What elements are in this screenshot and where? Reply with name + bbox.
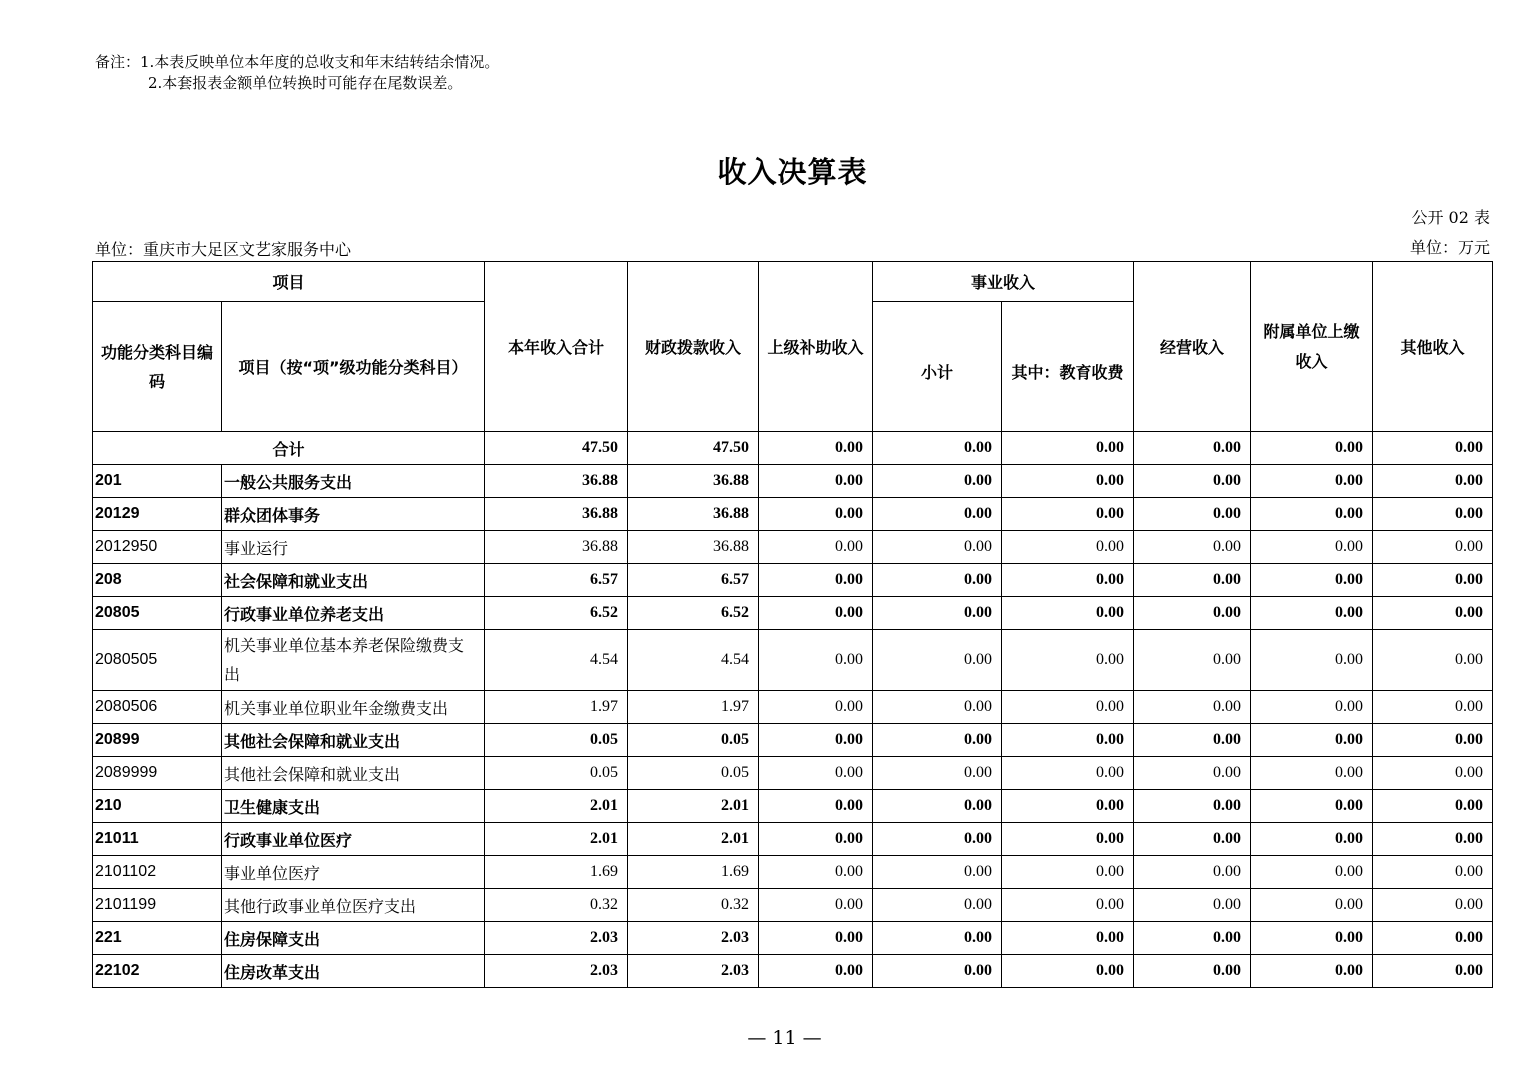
table-row — [93, 630, 1493, 691]
row-value: 0.00 — [1002, 630, 1134, 691]
row-value: 0.00 — [873, 531, 1002, 564]
row-value: 1.69 — [628, 856, 759, 889]
unit-currency: 单位：万元 — [1409, 238, 1490, 257]
row-value: 0.00 — [873, 498, 1002, 531]
row-code: 221 — [93, 922, 222, 955]
row-value: 0.00 — [1373, 955, 1493, 988]
row-value: 0.00 — [759, 630, 873, 691]
row-value: 0.00 — [1251, 757, 1373, 790]
row-value: 0.05 — [628, 757, 759, 790]
table-row — [93, 597, 1493, 630]
row-value: 0.00 — [873, 757, 1002, 790]
row-value: 0.00 — [1373, 465, 1493, 498]
row-name: 社会保障和就业支出 — [222, 564, 485, 597]
row-value: 0.00 — [873, 630, 1002, 691]
row-value: 1.69 — [485, 856, 628, 889]
row-value: 0.00 — [1373, 790, 1493, 823]
row-value: 2.03 — [485, 955, 628, 988]
row-name: 其他行政事业单位医疗支出 — [222, 889, 485, 922]
row-value: 6.57 — [628, 564, 759, 597]
row-value: 0.00 — [1373, 531, 1493, 564]
total-value: 47.50 — [628, 432, 759, 465]
row-value: 36.88 — [628, 498, 759, 531]
row-value: 0.00 — [1134, 823, 1251, 856]
row-value: 36.88 — [485, 465, 628, 498]
total-row — [93, 432, 1493, 465]
row-value: 0.00 — [759, 790, 873, 823]
row-value: 0.00 — [759, 498, 873, 531]
row-value: 0.00 — [873, 889, 1002, 922]
row-value: 0.00 — [1251, 531, 1373, 564]
table-row — [93, 465, 1493, 498]
row-value: 36.88 — [628, 531, 759, 564]
row-value: 2.01 — [485, 790, 628, 823]
row-value: 0.00 — [1002, 757, 1134, 790]
header-fiscal: 财政拨款收入 — [628, 262, 759, 432]
table-row — [93, 790, 1493, 823]
row-value: 0.00 — [873, 724, 1002, 757]
row-value: 0.00 — [1134, 790, 1251, 823]
row-code: 208 — [93, 564, 222, 597]
row-value: 0.00 — [1373, 757, 1493, 790]
table-row — [93, 922, 1493, 955]
row-code: 210 — [93, 790, 222, 823]
row-value: 0.00 — [1373, 724, 1493, 757]
row-value: 0.00 — [873, 465, 1002, 498]
row-value: 6.57 — [485, 564, 628, 597]
row-value: 0.00 — [1134, 691, 1251, 724]
row-name: 其他社会保障和就业支出 — [222, 757, 485, 790]
row-value: 0.00 — [1002, 922, 1134, 955]
row-value: 0.00 — [1251, 724, 1373, 757]
row-value: 0.00 — [1373, 856, 1493, 889]
total-value: 0.00 — [873, 432, 1002, 465]
row-value: 0.00 — [1134, 856, 1251, 889]
row-value: 0.00 — [1134, 630, 1251, 691]
row-value: 0.00 — [759, 823, 873, 856]
row-value: 0.00 — [1002, 955, 1134, 988]
row-value: 6.52 — [628, 597, 759, 630]
row-value: 1.97 — [485, 691, 628, 724]
row-value: 0.00 — [1373, 691, 1493, 724]
header-project: 项目 — [93, 262, 485, 302]
row-name: 机关事业单位基本养老保险缴费支出 — [222, 630, 485, 691]
row-name: 群众团体事务 — [222, 498, 485, 531]
row-value: 2.03 — [485, 922, 628, 955]
row-code: 2101199 — [93, 889, 222, 922]
row-value: 0.00 — [1134, 724, 1251, 757]
row-value: 0.00 — [759, 597, 873, 630]
row-value: 0.00 — [873, 922, 1002, 955]
row-value: 0.05 — [628, 724, 759, 757]
row-value: 0.00 — [1373, 597, 1493, 630]
row-value: 0.00 — [759, 724, 873, 757]
row-value: 0.00 — [1251, 922, 1373, 955]
row-value: 2.03 — [628, 955, 759, 988]
row-value: 0.00 — [1002, 823, 1134, 856]
income-table — [92, 261, 1493, 988]
row-value: 0.00 — [1002, 691, 1134, 724]
row-value: 0.00 — [1134, 465, 1251, 498]
row-value: 0.00 — [1002, 889, 1134, 922]
row-value: 0.00 — [1251, 597, 1373, 630]
row-value: 6.52 — [485, 597, 628, 630]
row-name: 事业运行 — [222, 531, 485, 564]
table-number: 公开 02 表 — [1411, 208, 1490, 227]
row-code: 2101102 — [93, 856, 222, 889]
row-value: 0.00 — [1373, 498, 1493, 531]
row-value: 0.00 — [873, 823, 1002, 856]
row-value: 0.05 — [485, 757, 628, 790]
row-value: 0.32 — [628, 889, 759, 922]
table-row — [93, 724, 1493, 757]
row-value: 0.00 — [1251, 564, 1373, 597]
row-value: 0.00 — [873, 691, 1002, 724]
row-code: 20129 — [93, 498, 222, 531]
table-row — [93, 955, 1493, 988]
row-value: 0.00 — [1134, 498, 1251, 531]
table-row — [93, 823, 1493, 856]
row-value: 0.00 — [873, 597, 1002, 630]
row-value: 0.00 — [1134, 889, 1251, 922]
row-code: 2080505 — [93, 630, 222, 691]
row-value: 0.00 — [1251, 823, 1373, 856]
row-value: 0.00 — [1251, 790, 1373, 823]
row-value: 0.00 — [1251, 691, 1373, 724]
row-value: 0.00 — [1134, 757, 1251, 790]
row-code: 21011 — [93, 823, 222, 856]
row-name: 机关事业单位职业年金缴费支出 — [222, 691, 485, 724]
row-value: 0.00 — [1134, 955, 1251, 988]
row-value: 0.00 — [1002, 498, 1134, 531]
row-value: 0.00 — [1373, 889, 1493, 922]
row-value: 0.00 — [1251, 498, 1373, 531]
row-name: 行政事业单位医疗 — [222, 823, 485, 856]
row-value: 0.00 — [873, 564, 1002, 597]
note-line-2: 2.本套报表金额单位转换时可能存在尾数误差。 — [148, 74, 463, 92]
header-education: 其中：教育收费 — [1002, 302, 1134, 432]
row-name: 行政事业单位养老支出 — [222, 597, 485, 630]
table-row — [93, 498, 1493, 531]
row-value: 0.00 — [1002, 724, 1134, 757]
row-value: 0.00 — [1251, 889, 1373, 922]
row-value: 0.00 — [1251, 630, 1373, 691]
header-business: 事业收入 — [873, 262, 1134, 302]
row-value: 0.32 — [485, 889, 628, 922]
row-value: 0.00 — [1373, 823, 1493, 856]
table-row — [93, 856, 1493, 889]
row-name: 事业单位医疗 — [222, 856, 485, 889]
unit-organization: 单位：重庆市大足区文艺家服务中心 — [95, 240, 352, 259]
row-value: 0.00 — [759, 691, 873, 724]
page-number: — 11 — — [747, 1027, 822, 1049]
row-value: 0.00 — [1251, 856, 1373, 889]
row-value: 0.00 — [1002, 856, 1134, 889]
row-name: 卫生健康支出 — [222, 790, 485, 823]
row-value: 0.00 — [759, 955, 873, 988]
row-value: 0.00 — [1134, 564, 1251, 597]
row-value: 0.00 — [1251, 465, 1373, 498]
total-value: 0.00 — [1373, 432, 1493, 465]
row-value: 36.88 — [628, 465, 759, 498]
table-row — [93, 564, 1493, 597]
row-value: 0.00 — [1373, 922, 1493, 955]
row-name: 住房保障支出 — [222, 922, 485, 955]
row-value: 0.00 — [759, 531, 873, 564]
row-value: 0.00 — [1251, 955, 1373, 988]
table-row — [93, 757, 1493, 790]
row-value: 4.54 — [485, 630, 628, 691]
row-value: 1.97 — [628, 691, 759, 724]
row-value: 0.00 — [1002, 564, 1134, 597]
row-value: 0.00 — [759, 757, 873, 790]
row-code: 2080506 — [93, 691, 222, 724]
row-value: 0.00 — [1134, 922, 1251, 955]
row-value: 0.00 — [1134, 597, 1251, 630]
row-value: 0.00 — [759, 856, 873, 889]
row-value: 0.00 — [1373, 564, 1493, 597]
header-subtotal: 小计 — [873, 302, 1002, 432]
row-code: 22102 — [93, 955, 222, 988]
header-affiliated: 附属单位上缴收入 — [1251, 262, 1373, 432]
header-other: 其他收入 — [1373, 262, 1493, 432]
table-row — [93, 531, 1493, 564]
row-name: 住房改革支出 — [222, 955, 485, 988]
total-label: 合计 — [93, 432, 485, 465]
row-code: 20805 — [93, 597, 222, 630]
row-value: 0.00 — [873, 790, 1002, 823]
table-row — [93, 691, 1493, 724]
row-value: 0.00 — [759, 465, 873, 498]
row-value: 2.01 — [485, 823, 628, 856]
row-value: 0.00 — [873, 856, 1002, 889]
row-value: 2.01 — [628, 823, 759, 856]
total-value: 0.00 — [1002, 432, 1134, 465]
table-row — [93, 889, 1493, 922]
row-value: 2.01 — [628, 790, 759, 823]
row-value: 0.00 — [1002, 531, 1134, 564]
row-name: 其他社会保障和就业支出 — [222, 724, 485, 757]
header-operating: 经营收入 — [1134, 262, 1251, 432]
row-value: 36.88 — [485, 531, 628, 564]
total-value: 47.50 — [485, 432, 628, 465]
row-value: 0.00 — [1002, 465, 1134, 498]
row-code: 2012950 — [93, 531, 222, 564]
header-name: 项目（按“项”级功能分类科目） — [222, 302, 485, 432]
row-code: 20899 — [93, 724, 222, 757]
total-value: 0.00 — [1134, 432, 1251, 465]
row-value: 4.54 — [628, 630, 759, 691]
row-value: 0.00 — [759, 564, 873, 597]
page-title: 收入决算表 — [717, 155, 868, 189]
row-value: 36.88 — [485, 498, 628, 531]
row-value: 0.00 — [759, 922, 873, 955]
row-value: 0.00 — [873, 955, 1002, 988]
row-value: 0.05 — [485, 724, 628, 757]
row-code: 2089999 — [93, 757, 222, 790]
row-value: 0.00 — [1373, 630, 1493, 691]
row-code: 201 — [93, 465, 222, 498]
header-code: 功能分类科目编码 — [93, 302, 222, 432]
header-superior: 上级补助收入 — [759, 262, 873, 432]
row-value: 2.03 — [628, 922, 759, 955]
row-value: 0.00 — [759, 889, 873, 922]
row-value: 0.00 — [1002, 790, 1134, 823]
total-value: 0.00 — [1251, 432, 1373, 465]
row-value: 0.00 — [1002, 597, 1134, 630]
note-line-1: 备注：1.本表反映单位本年度的总收支和年末结转结余情况。 — [95, 53, 500, 71]
row-name: 一般公共服务支出 — [222, 465, 485, 498]
total-value: 0.00 — [759, 432, 873, 465]
row-value: 0.00 — [1134, 531, 1251, 564]
header-total: 本年收入合计 — [485, 262, 628, 432]
